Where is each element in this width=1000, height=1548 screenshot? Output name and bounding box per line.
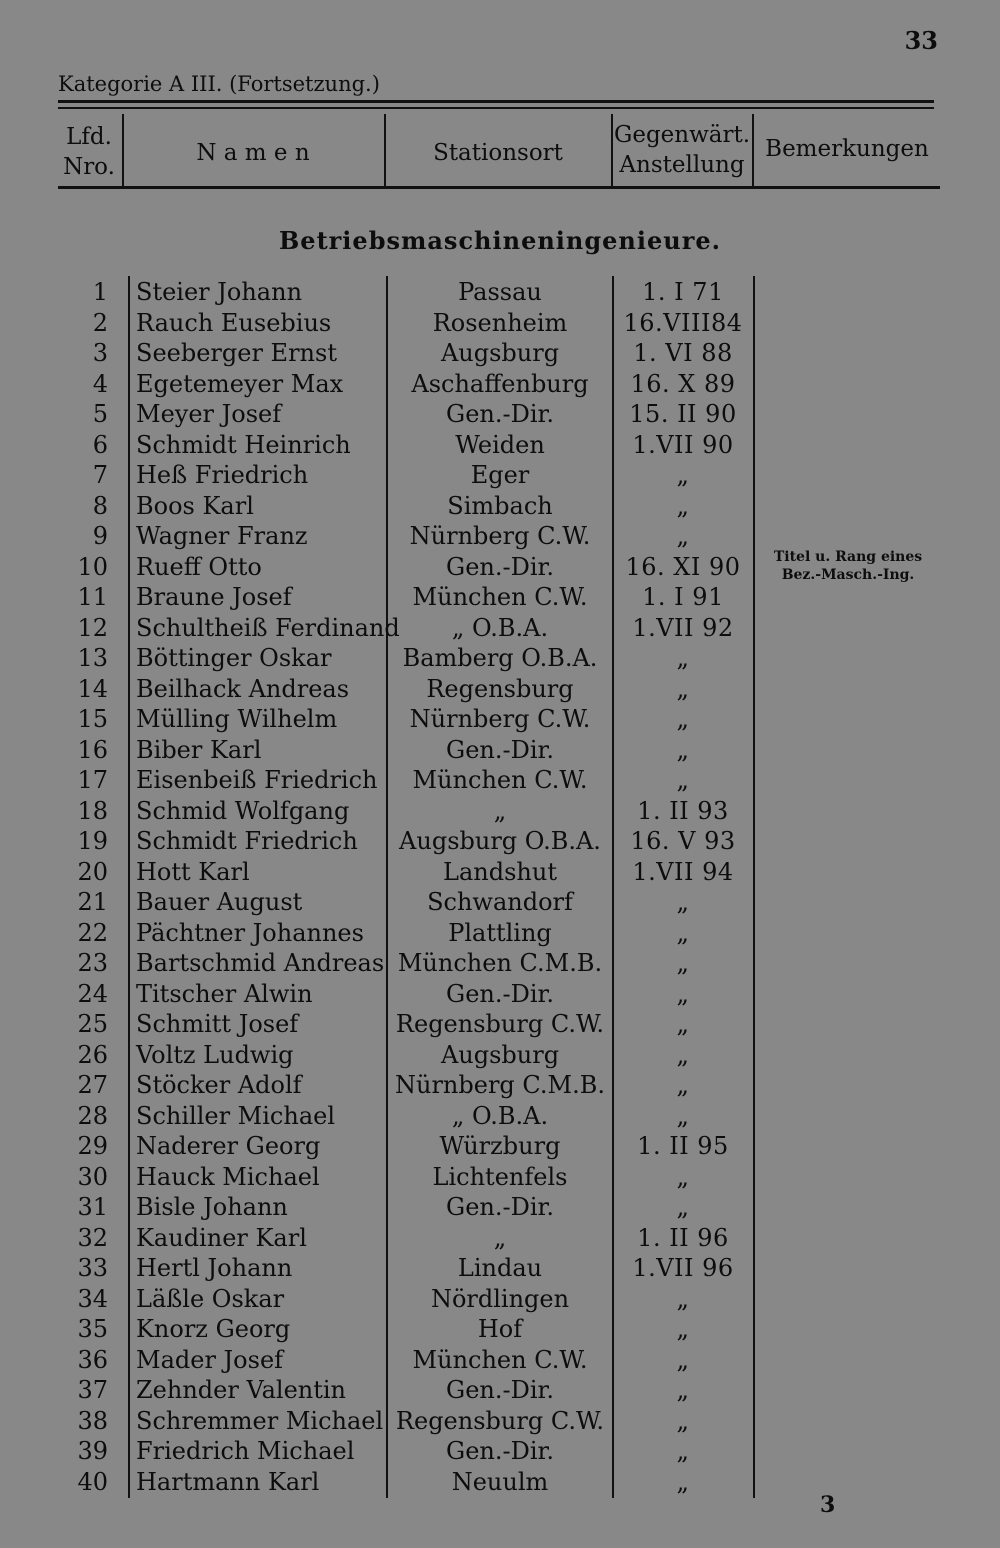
row-number: 19: [77, 827, 108, 855]
row-number: 39: [77, 1437, 108, 1465]
row-number: 16: [77, 735, 108, 764]
table-row: [0, 1406, 1000, 1437]
row-station: München C.W.: [412, 1345, 588, 1374]
row-date: „: [676, 1071, 690, 1099]
row-station: Nürnberg C.M.B.: [394, 1071, 606, 1099]
category-heading: Kategorie A III. (Fortsetzung.): [58, 72, 380, 96]
row-number: 8: [92, 491, 108, 520]
row-station: Bamberg O.B.A.: [402, 644, 598, 672]
row-number: 24: [77, 979, 108, 1008]
table-row: [0, 1284, 1000, 1315]
row-number: 25: [77, 1010, 108, 1038]
row-name: Voltz Ludwig: [136, 1040, 294, 1069]
row-number: 38: [77, 1406, 108, 1435]
row-date: 16. V 93: [630, 827, 736, 855]
row-number: 7: [92, 461, 108, 489]
header-nr-line1: Lfd.: [66, 124, 112, 150]
table-row: [0, 1009, 1000, 1040]
row-name: Boos Karl: [136, 491, 254, 520]
row-date: 1. VI 88: [633, 339, 733, 367]
row-date: 1. I 71: [642, 278, 724, 306]
row-number: 18: [77, 796, 108, 825]
row-station: Augsburg: [440, 1040, 560, 1069]
table-row: [0, 1436, 1000, 1467]
row-name: Stöcker Adolf: [136, 1071, 302, 1099]
row-station: Gen.-Dir.: [446, 400, 554, 428]
row-number: 21: [77, 888, 108, 916]
row-date: 15. II 90: [629, 400, 737, 428]
table-row: [0, 399, 1000, 430]
row-date: „: [676, 491, 690, 520]
row-name: Biber Karl: [136, 735, 262, 764]
table-row: [0, 857, 1000, 888]
row-date: „: [676, 1010, 690, 1038]
table-row: [0, 796, 1000, 827]
header-rule-top-thin: [58, 107, 934, 109]
row-station: Augsburg O.B.A.: [399, 827, 601, 855]
row-name: Seeberger Ernst: [136, 339, 337, 367]
row-date: 1.VII 96: [632, 1254, 734, 1282]
row-name: Schiller Michael: [136, 1101, 336, 1130]
row-date: 1. II 95: [637, 1132, 729, 1160]
row-date: „: [676, 1406, 690, 1435]
table-row: [0, 979, 1000, 1010]
row-date: 1. I 91: [642, 583, 724, 611]
row-name: Mader Josef: [136, 1345, 284, 1374]
row-station: „ O.B.A.: [451, 1101, 549, 1130]
row-station: Regensburg C.W.: [395, 1406, 605, 1435]
row-station: „: [493, 796, 507, 825]
row-station: München C.W.: [412, 583, 588, 611]
row-number: 40: [77, 1467, 108, 1496]
row-number: 27: [77, 1071, 108, 1099]
row-date: „: [676, 1315, 690, 1343]
table-row: [0, 582, 1000, 613]
remark-line1: Titel u. Rang eines: [773, 549, 923, 565]
table-row: [0, 1131, 1000, 1162]
table-row: [0, 1162, 1000, 1193]
row-date: „: [676, 644, 690, 672]
row-name: Beilhack Andreas: [136, 674, 350, 703]
table-row: [0, 765, 1000, 796]
row-name: Rauch Eusebius: [136, 308, 332, 337]
table-row: [0, 277, 1000, 308]
row-number: 34: [77, 1284, 108, 1313]
table-row: [0, 674, 1000, 705]
row-station: Nürnberg C.W.: [409, 522, 591, 550]
row-name: Schmitt Josef: [136, 1010, 299, 1038]
row-number: 2: [92, 308, 108, 337]
row-number: 20: [77, 857, 108, 886]
table-row: [0, 521, 1000, 552]
row-number: 6: [92, 430, 108, 459]
row-name: Heß Friedrich: [136, 461, 309, 489]
row-station: Regensburg C.W.: [395, 1010, 605, 1038]
row-date: „: [676, 949, 690, 977]
table-row: [0, 1192, 1000, 1223]
row-station: Aschaffenburg: [411, 369, 589, 398]
row-station: Landshut: [443, 857, 557, 886]
row-number: 12: [77, 613, 108, 642]
row-station: Nürnberg C.W.: [409, 705, 591, 733]
header-remarks: Bemerkungen: [765, 136, 929, 162]
row-number: 26: [77, 1040, 108, 1069]
row-date: 16. X 89: [630, 369, 736, 398]
row-number: 23: [77, 949, 108, 977]
row-number: 32: [77, 1223, 108, 1252]
row-name: Eisenbeiß Friedrich: [136, 766, 378, 794]
row-station: Plattling: [448, 918, 552, 947]
row-station: Gen.-Dir.: [446, 1437, 554, 1465]
section-title: Betriebsmaschineningenieure.: [279, 226, 721, 255]
row-name: Schmidt Heinrich: [136, 430, 351, 459]
row-name: Rueff Otto: [136, 552, 262, 581]
row-number: 29: [77, 1132, 108, 1160]
table-row: [0, 1101, 1000, 1132]
row-name: Schultheiß Ferdinand: [136, 613, 400, 642]
row-name: Hartmann Karl: [136, 1467, 320, 1496]
table-row: [0, 369, 1000, 400]
page-number: 33: [904, 26, 938, 55]
row-number: 10: [77, 552, 108, 581]
row-station: Augsburg: [440, 339, 560, 367]
row-number: 1: [92, 278, 108, 306]
table-row: [0, 613, 1000, 644]
header-nr-line2: Nro.: [63, 154, 115, 180]
table-row: [0, 918, 1000, 949]
table-row: [0, 1467, 1000, 1498]
row-station: Schwandorf: [427, 888, 573, 916]
row-station: Lichtenfels: [432, 1162, 568, 1191]
row-date: „: [676, 1467, 690, 1496]
row-date: „: [676, 1040, 690, 1069]
row-date: 1.VII 90: [632, 430, 734, 459]
row-number: 33: [77, 1254, 108, 1282]
row-name: Bartschmid Andreas: [136, 949, 385, 977]
row-station: „ O.B.A.: [451, 613, 549, 642]
table-row: [0, 338, 1000, 369]
row-station: Gen.-Dir.: [446, 735, 554, 764]
row-name: Naderer Georg: [136, 1132, 321, 1160]
row-name: Schremmer Michael: [136, 1406, 384, 1435]
row-number: 5: [92, 400, 108, 428]
remark-line2: Bez.-Masch.-Ing.: [781, 567, 915, 583]
row-name: Knorz Georg: [136, 1315, 291, 1343]
row-name: Friedrich Michael: [136, 1437, 355, 1465]
header-date-line2: Anstellung: [619, 152, 745, 178]
row-station: Hof: [477, 1315, 523, 1343]
row-date: 1. II 93: [637, 796, 729, 825]
row-station: Simbach: [447, 491, 553, 520]
row-name: Wagner Franz: [136, 522, 308, 550]
row-date: 1.VII 94: [632, 857, 734, 886]
row-station: „: [493, 1223, 507, 1252]
table-row: [0, 1253, 1000, 1284]
row-number: 14: [77, 674, 108, 703]
row-name: Mülling Wilhelm: [136, 705, 338, 733]
row-date: „: [676, 1101, 690, 1130]
row-date: „: [676, 1193, 690, 1221]
table-row: [0, 887, 1000, 918]
row-number: 28: [77, 1101, 108, 1130]
row-name: Hertl Johann: [136, 1254, 293, 1282]
row-station: Regensburg: [426, 674, 574, 703]
row-name: Bisle Johann: [136, 1193, 288, 1221]
row-station: Gen.-Dir.: [446, 979, 554, 1008]
header-rule-top: [58, 100, 934, 103]
row-name: Steier Johann: [136, 278, 303, 306]
row-date: „: [676, 1376, 690, 1404]
row-date: 16.VIII84: [623, 308, 743, 337]
row-station: München C.W.: [412, 766, 588, 794]
row-name: Hauck Michael: [136, 1162, 320, 1191]
row-name: Böttinger Oskar: [136, 644, 332, 672]
row-number: 22: [77, 918, 108, 947]
table-row: [0, 1314, 1000, 1345]
row-name: Läßle Oskar: [136, 1284, 285, 1313]
table-row: [0, 1345, 1000, 1376]
header-rule-bottom: [58, 186, 940, 189]
row-station: Neuulm: [451, 1467, 549, 1496]
row-date: „: [676, 1284, 690, 1313]
row-station: Lindau: [457, 1254, 543, 1282]
signature-mark: 3: [820, 1492, 836, 1518]
row-number: 11: [77, 583, 108, 611]
table-row: [0, 1070, 1000, 1101]
row-name: Meyer Josef: [136, 400, 282, 428]
row-number: 31: [77, 1193, 108, 1221]
row-station: Rosenheim: [432, 308, 568, 337]
row-number: 37: [77, 1376, 108, 1404]
row-number: 36: [77, 1345, 108, 1374]
row-date: „: [676, 1345, 690, 1374]
table-row: [0, 1040, 1000, 1071]
row-name: Titscher Alwin: [136, 979, 313, 1008]
row-station: Eger: [470, 461, 530, 489]
row-number: 15: [77, 705, 108, 733]
table-row: [0, 460, 1000, 491]
row-station: Nördlingen: [430, 1284, 570, 1313]
table-row: [0, 1375, 1000, 1406]
row-number: 30: [77, 1162, 108, 1191]
header-date: [613, 120, 751, 180]
row-date: „: [676, 1437, 690, 1465]
row-name: Schmidt Friedrich: [136, 827, 358, 855]
row-date: 1.VII 92: [632, 613, 734, 642]
row-name: Egetemeyer Max: [136, 369, 344, 398]
row-date: „: [676, 888, 690, 916]
row-name: Hott Karl: [136, 857, 250, 886]
row-date: „: [676, 522, 690, 550]
row-station: Weiden: [455, 430, 545, 459]
row-station: Passau: [458, 278, 542, 306]
header-date-line1: Gegenwärt.: [613, 122, 751, 148]
row-date: 1. II 96: [637, 1223, 729, 1252]
row-station: Gen.-Dir.: [446, 1193, 554, 1221]
row-date: „: [676, 735, 690, 764]
row-station: Würzburg: [439, 1132, 561, 1160]
row-date: „: [676, 979, 690, 1008]
table-row: [0, 948, 1000, 979]
row-number: 35: [77, 1315, 108, 1343]
row-name: Kaudiner Karl: [136, 1223, 307, 1252]
row-station: München C.M.B.: [397, 949, 603, 977]
table-row: [0, 643, 1000, 674]
table-row: [0, 1223, 1000, 1254]
table-row: [0, 430, 1000, 461]
header-nr: [58, 122, 120, 182]
row-date: „: [676, 918, 690, 947]
header-station: Stationsort: [433, 140, 563, 166]
table-row: [0, 704, 1000, 735]
row-date: „: [676, 705, 690, 733]
row-name: Braune Josef: [136, 583, 292, 611]
row-number: 3: [92, 339, 108, 367]
header-name: N a m e n: [196, 140, 310, 166]
row-number: 17: [77, 766, 108, 794]
row-date: „: [676, 766, 690, 794]
row-station: Gen.-Dir.: [446, 1376, 554, 1404]
row-name: Bauer August: [136, 888, 303, 916]
table-row: [0, 826, 1000, 857]
row-date: 16. XI 90: [625, 552, 741, 581]
row-name: Zehnder Valentin: [136, 1376, 347, 1404]
row-number: 4: [92, 369, 108, 398]
row-date: „: [676, 674, 690, 703]
row-name: Schmid Wolfgang: [136, 796, 350, 825]
row-station: Gen.-Dir.: [446, 552, 554, 581]
table-row: [0, 735, 1000, 766]
table-row: [0, 491, 1000, 522]
row-name: Pächtner Johannes: [136, 918, 364, 947]
row-number: 9: [92, 522, 108, 550]
row-number: 13: [77, 644, 108, 672]
row-date: „: [676, 1162, 690, 1191]
remark-note: [760, 548, 936, 584]
row-date: „: [676, 461, 690, 489]
table-row: [0, 308, 1000, 339]
